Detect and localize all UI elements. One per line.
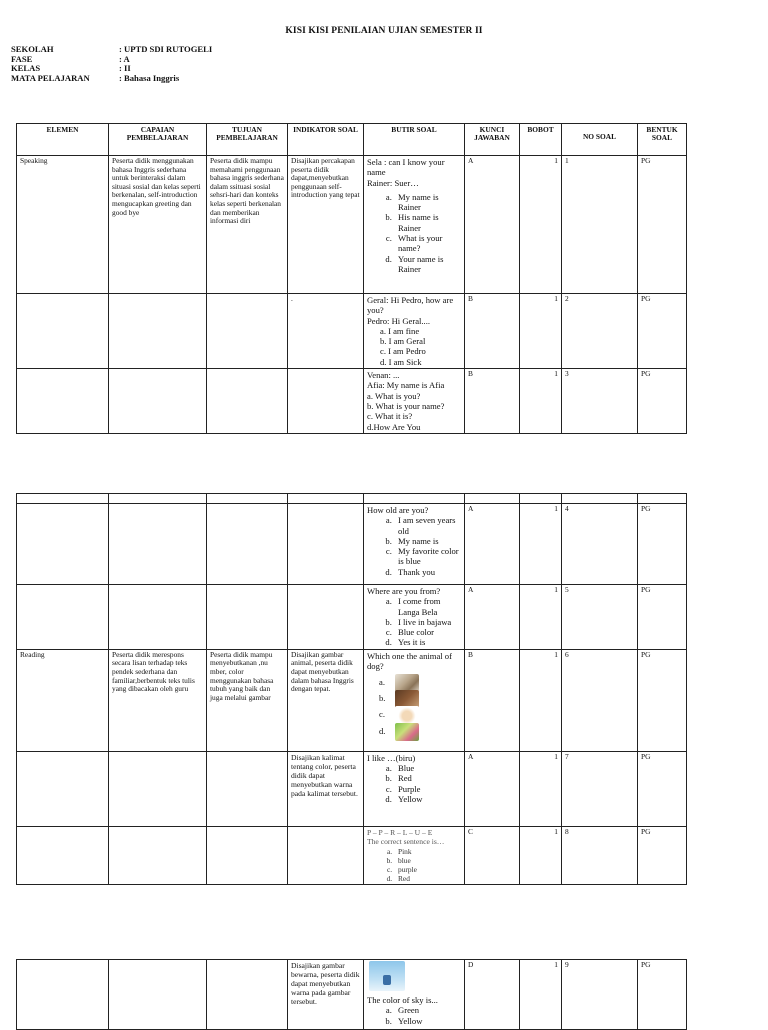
cell-butir	[364, 960, 465, 1030]
cell-elemen	[17, 369, 109, 434]
cell-elemen	[17, 504, 109, 585]
cell-bentuk: PG	[638, 585, 687, 650]
grid-table-3	[16, 959, 687, 1030]
sky-photo	[369, 961, 405, 991]
option: c. purple	[394, 865, 461, 874]
meta-value: : Bahasa Inggris	[119, 72, 180, 83]
header-butir: BUTIR SOAL	[364, 124, 465, 156]
cell-bentuk: PG	[638, 369, 687, 434]
option: a. I come from Langa Bela	[394, 596, 461, 617]
option: c. What it is?	[367, 411, 413, 422]
cell-capaian	[109, 504, 207, 585]
cell-indikator	[288, 504, 364, 585]
cell-butir	[364, 294, 465, 369]
cell-indikator: Disajikan kalimat tentang color, peserta didik dapat menyebutkan warna pada kalimat tersebut.	[288, 751, 364, 826]
question-text: The correct sentence is…	[367, 836, 445, 846]
option: c. I am Pedro	[380, 346, 426, 357]
option: d. Yellow	[394, 794, 461, 804]
answer-options	[367, 1005, 461, 1026]
answer-options	[367, 847, 461, 883]
option: d. Thank you	[394, 567, 461, 577]
cell-capaian	[109, 960, 207, 1030]
header-capaian: CAPAIAN PEMBELAJARAN	[109, 124, 207, 156]
cell-indikator	[288, 826, 364, 884]
cell-kunci: B	[465, 369, 520, 434]
cell-bentuk: PG	[638, 960, 687, 1030]
cell-no-soal: 4	[562, 504, 638, 585]
answer-options	[367, 596, 461, 647]
question-text: Where are you from?	[367, 586, 441, 596]
option: a. I am seven years old	[394, 515, 461, 536]
cell-butir	[364, 369, 465, 434]
table-row	[17, 294, 687, 369]
cell-elemen	[17, 294, 109, 369]
cell-bentuk: PG	[638, 294, 687, 369]
cell-no-soal: 3	[562, 369, 638, 434]
option: a. What is you?	[367, 390, 421, 401]
header-tujuan: TUJUAN PEMBELAJARAN	[207, 124, 288, 156]
grid-table-1	[16, 123, 687, 434]
table-row	[17, 585, 687, 650]
cell-no-soal: 8	[562, 826, 638, 884]
cell-tujuan: Peserta didik mampu memahami penggunaan bahasa inggris sederhana dalam ssituasi sosial sehsri-hari dan konteks kelas seperti berkenalan dan memberikan informasi diri	[207, 156, 288, 294]
meta-value: : II	[119, 63, 131, 74]
cell-bentuk: PG	[638, 649, 687, 751]
cell-elemen	[17, 960, 109, 1030]
cell-indikator: Disajikan gambar animal, peserta didik dapat menyebutkan dalam bahasa Inggris dengan tepat.	[288, 649, 364, 751]
option: d. I am Sick	[380, 356, 422, 367]
cell-bobot: 1	[520, 504, 562, 585]
cell-capaian	[109, 751, 207, 826]
option: b. What is your name?	[367, 400, 445, 411]
option: c. Blue color	[394, 627, 461, 637]
cell-indikator	[288, 369, 364, 434]
option: b. I live in bajawa	[394, 617, 461, 627]
cell-kunci: D	[465, 960, 520, 1030]
cell-no-soal: 7	[562, 751, 638, 826]
option: b. His name is Rainer	[394, 212, 461, 233]
answer-options	[367, 515, 461, 577]
cell-butir	[364, 751, 465, 826]
cell-capaian	[109, 294, 207, 369]
cell-butir	[364, 826, 465, 884]
cell-indikator: Disajikan gambar bewarna, peserta didik dapat menyebutkan warna pada gambar tersebut.	[288, 960, 364, 1030]
cell-tujuan	[207, 585, 288, 650]
cell-tujuan	[207, 294, 288, 369]
meta-key: MATA PELAJARAN	[11, 72, 90, 83]
answer-options	[367, 763, 461, 804]
question-text: Geral: Hi Pedro, how are you?	[367, 295, 454, 316]
option: d.How Are You	[367, 421, 421, 432]
cell-kunci: A	[465, 156, 520, 294]
meta-key: SEKOLAH	[11, 44, 54, 54]
answer-options	[367, 326, 461, 367]
header-bobot: BOBOT	[520, 124, 562, 156]
option: a. My name is Rainer	[394, 192, 461, 213]
cell-no-soal: 1	[562, 156, 638, 294]
meta-key: FASE	[11, 53, 33, 64]
option: b. Red	[394, 773, 461, 783]
option: d. Yes it is	[394, 637, 461, 647]
cell-indikator: Disajikan percakapan peserta didik dapat,menyebutkan penggunaan self-introduction yang tepat	[288, 156, 364, 294]
cell-elemen: Reading	[17, 649, 109, 751]
goat-photo	[395, 706, 419, 724]
question-text: Pedro: Hi Geral....	[367, 315, 431, 326]
bird-photo	[395, 723, 419, 741]
question-text: The color of sky is...	[367, 995, 438, 1005]
question-text: Which one the animal of dog?	[367, 650, 452, 672]
cell-bobot: 1	[520, 826, 562, 884]
header-elemen: ELEMEN	[17, 124, 109, 156]
cell-bentuk: PG	[638, 826, 687, 884]
cell-bobot: 1	[520, 156, 562, 294]
option: d. Your name is Rainer	[394, 254, 461, 275]
table-row	[17, 156, 687, 294]
header-no-soal: NO SOAL	[562, 124, 638, 156]
meta-value: : UPTD SDI RUTOGELI	[119, 44, 213, 54]
cell-capaian	[109, 369, 207, 434]
option: d. Red	[394, 874, 461, 883]
cell-no-soal: 2	[562, 294, 638, 369]
option: a. I am fine	[380, 325, 420, 336]
option: a. Pink	[394, 847, 461, 856]
cell-bentuk: PG	[638, 751, 687, 826]
option: a. Blue	[394, 763, 461, 773]
cell-elemen	[17, 826, 109, 884]
cell-tujuan	[207, 751, 288, 826]
question-text: Rainer: Suer…	[367, 177, 419, 188]
option: b. Yellow	[394, 1016, 461, 1026]
meta-value: : A	[119, 53, 130, 64]
cell-bentuk: PG	[638, 504, 687, 585]
cell-no-soal: 6	[562, 649, 638, 751]
cell-bentuk: PG	[638, 156, 687, 294]
question-text: P – P – R – L – U – E	[367, 827, 433, 837]
option: b. blue	[394, 856, 461, 865]
cell-tujuan	[207, 826, 288, 884]
header-indikator: INDIKATOR SOAL	[288, 124, 364, 156]
option: c. What is your name?	[394, 233, 461, 254]
option: c.	[379, 706, 461, 723]
option: c. My favorite color is blue	[394, 546, 461, 567]
cell-kunci: A	[465, 504, 520, 585]
cell-kunci: A	[465, 585, 520, 650]
meta-row-mapel	[11, 74, 212, 84]
picture-options	[367, 674, 461, 739]
cell-tujuan: Peserta didik mampu menyebutkanan ,nu mber, color menggunakan bahasa tubuh yang baik dan juga melalui gambar	[207, 649, 288, 751]
header-kunci: KUNCI JAWABAN	[465, 124, 520, 156]
cell-no-soal: 5	[562, 585, 638, 650]
cell-kunci: A	[465, 751, 520, 826]
cell-kunci: C	[465, 826, 520, 884]
option: b. My name is	[394, 536, 461, 546]
cell-bobot: 1	[520, 294, 562, 369]
cell-butir	[364, 156, 465, 294]
cell-capaian: Peserta didik menggunakan bahasa Inggris sederhana untuk berinteraksi dalam situasi sosial dan kelas seperti berkenalan, self-introduction mengucapkan greeting dan good bye	[109, 156, 207, 294]
question-text: Sela : can I know your name	[367, 157, 445, 178]
table-row	[17, 369, 687, 434]
option: a. Green	[394, 1005, 461, 1015]
spacer-row	[17, 494, 687, 504]
school-info	[11, 45, 212, 83]
cell-capaian	[109, 826, 207, 884]
question-line: Venan: ...	[367, 370, 400, 381]
option: c. Purple	[394, 784, 461, 794]
cell-bobot: 1	[520, 960, 562, 1030]
cell-kunci: B	[465, 294, 520, 369]
table-row	[17, 649, 687, 751]
cell-elemen	[17, 585, 109, 650]
cell-tujuan	[207, 369, 288, 434]
cell-butir	[364, 585, 465, 650]
cell-tujuan	[207, 960, 288, 1030]
cell-kunci: B	[465, 649, 520, 751]
cell-capaian: Peserta didik merespons secara lisan terhadap teks pendek sederhana dan familiar,berbentuk teks tulis yang dibacakan oleh guru	[109, 649, 207, 751]
cell-elemen: Speaking	[17, 156, 109, 294]
cell-elemen	[17, 751, 109, 826]
option: a.	[379, 674, 461, 690]
cell-bobot: 1	[520, 369, 562, 434]
cell-bobot: 1	[520, 649, 562, 751]
cell-capaian	[109, 585, 207, 650]
header-bentuk: BENTUK SOAL	[638, 124, 687, 156]
option: b.	[379, 690, 461, 706]
meta-row-sekolah	[11, 45, 212, 55]
option: b. I am Geral	[380, 336, 426, 347]
cell-indikator	[288, 585, 364, 650]
question-text: I like …(biru)	[367, 752, 416, 763]
table-row	[17, 960, 687, 1030]
document-title: KISI KISI PENILAIAN UJIAN SEMESTER II	[285, 26, 483, 36]
table-row	[17, 826, 687, 884]
cell-butir	[364, 504, 465, 585]
question-text: How old are you?	[367, 505, 429, 515]
meta-row-fase	[11, 55, 212, 65]
cell-no-soal: 9	[562, 960, 638, 1030]
option: d.	[379, 723, 461, 739]
cell-bobot: 1	[520, 585, 562, 650]
meta-key: KELAS	[11, 63, 41, 74]
cell-bobot: 1	[520, 751, 562, 826]
cell-butir	[364, 649, 465, 751]
answer-options	[367, 192, 461, 274]
cell-indikator: .	[288, 294, 364, 369]
table-row	[17, 751, 687, 826]
cell-tujuan	[207, 504, 288, 585]
question-line: Afia: My name is Afia	[367, 380, 445, 391]
grid-table-2	[16, 493, 687, 885]
header-row	[17, 124, 687, 156]
table-row	[17, 504, 687, 585]
